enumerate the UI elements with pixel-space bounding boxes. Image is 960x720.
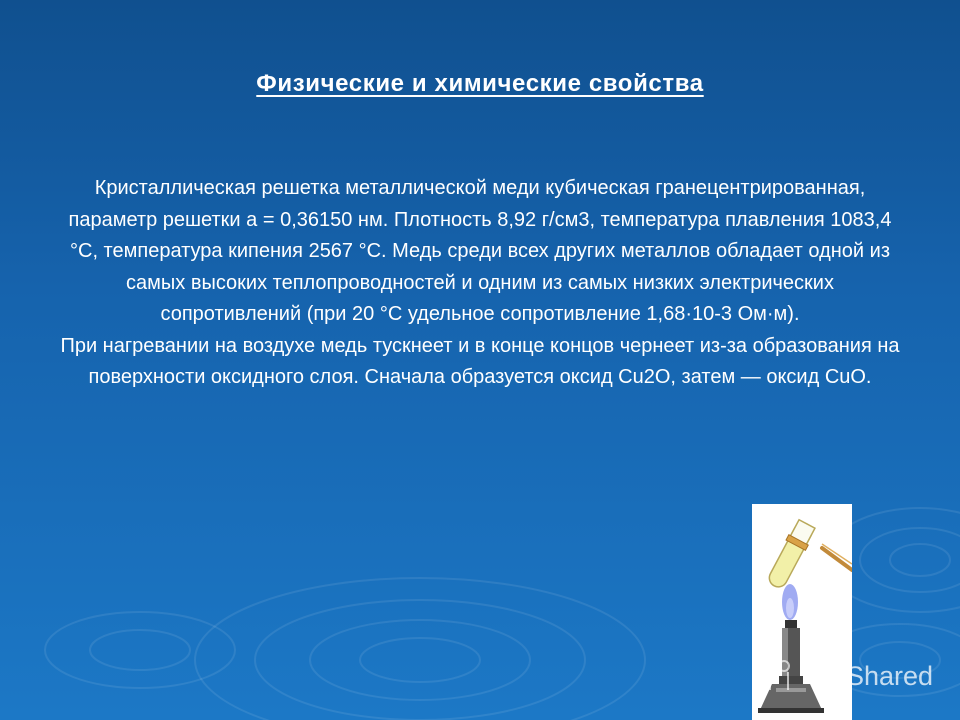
watermark bbox=[766, 656, 933, 696]
slideshare-logo-icon bbox=[766, 656, 792, 696]
slide-body bbox=[56, 173, 904, 394]
watermark-text: Shared bbox=[846, 661, 934, 691]
slide-title: Физические и химические свойства bbox=[256, 70, 704, 97]
paragraph-oxidation: При нагревании на воздухе медь тускнеет и в конце концов чернеет из-за образования на поверхности оксидного слоя. Сначала образуется оксид Cu2O, затем — оксид CuO. bbox=[60, 334, 900, 388]
paragraph-properties: Кристаллическая решетка металлической меди кубическая гранецентрированная, параметр решетки a = 0,36150 нм. Плотность 8,92 г/см3, температура плавления 1083,4 °С, температура кипения 2567 °С. Медь среди всех других металлов обладает одной из самых высоких теплопроводностей и одним из самых низких электрических сопротивлений (при 20 °С удельное сопротивление 1,68·10-3 Ом·м). bbox=[68, 177, 892, 325]
